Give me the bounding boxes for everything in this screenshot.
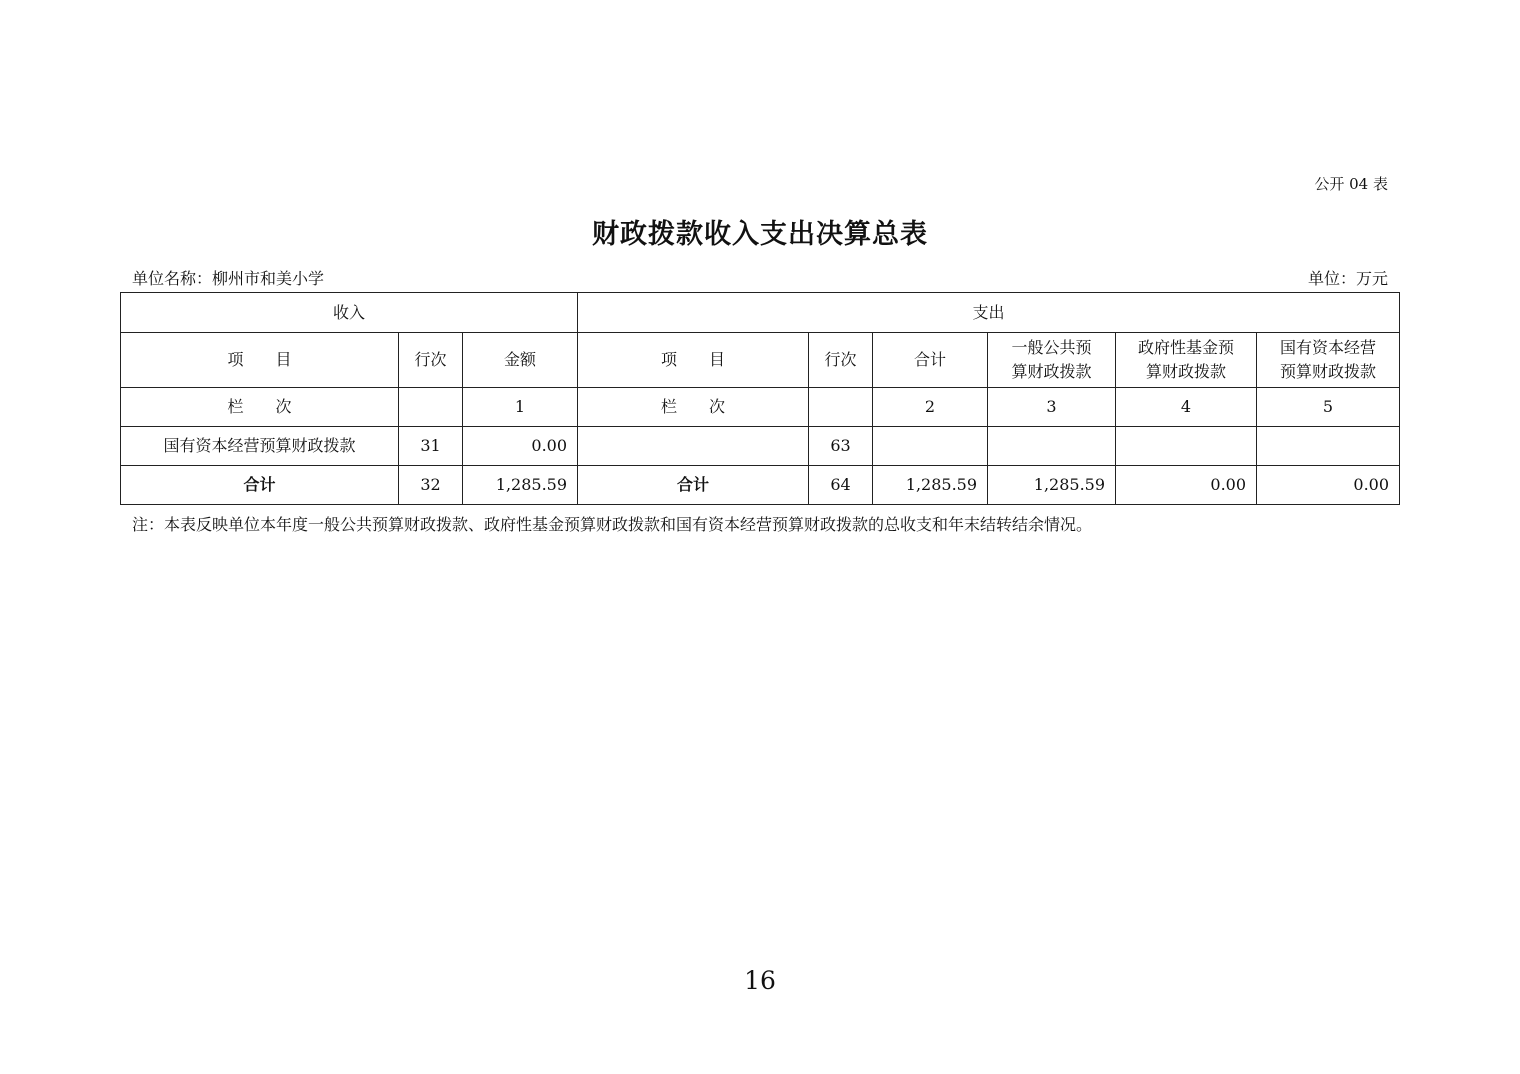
expense-item-header: 项 目 bbox=[578, 333, 809, 388]
expense-seq-blank bbox=[809, 388, 873, 427]
table-column-header-row bbox=[121, 333, 1400, 388]
table-note: 注：本表反映单位本年度一般公共预算财政拨款、政府性基金预算财政拨款和国有资本经营预算财政拨款的总收支和年末结转结余情况。 bbox=[132, 515, 1093, 534]
income-header: 收入 bbox=[121, 293, 578, 333]
expense-seq-label: 栏 次 bbox=[578, 388, 809, 427]
expense-seq-5: 5 bbox=[1257, 388, 1400, 427]
gov-fund-cell bbox=[1116, 427, 1257, 466]
expense-seq-4: 4 bbox=[1116, 388, 1257, 427]
expense-row-no-header: 行次 bbox=[809, 333, 873, 388]
general-budget-cell bbox=[988, 427, 1116, 466]
state-capital-header-line2: 预算财政拨款 bbox=[1280, 362, 1377, 381]
state-capital-total: 0.00 bbox=[1257, 466, 1400, 505]
income-seq-blank bbox=[399, 388, 463, 427]
expense-total-amount: 1,285.59 bbox=[873, 466, 988, 505]
income-seq-label: 栏 次 bbox=[121, 388, 399, 427]
currency-unit: 单位：万元 bbox=[1307, 269, 1388, 288]
gov-fund-header-line1: 政府性基金预 bbox=[1138, 338, 1235, 357]
unit-name: 单位名称：柳州市和美小学 bbox=[132, 269, 325, 288]
expense-item bbox=[578, 427, 809, 466]
general-budget-header bbox=[988, 333, 1116, 388]
state-capital-cell bbox=[1257, 427, 1400, 466]
gov-fund-total: 0.00 bbox=[1116, 466, 1257, 505]
total-row bbox=[121, 466, 1400, 505]
income-item: 国有资本经营预算财政拨款 bbox=[121, 427, 399, 466]
income-item-header: 项 目 bbox=[121, 333, 399, 388]
expense-total-header: 合计 bbox=[873, 333, 988, 388]
state-capital-header-line1: 国有资本经营 bbox=[1280, 338, 1377, 357]
page-number: 16 bbox=[744, 966, 776, 995]
expense-seq-2: 2 bbox=[873, 388, 988, 427]
income-seq-1: 1 bbox=[463, 388, 578, 427]
income-total-label: 合计 bbox=[121, 466, 399, 505]
general-budget-header-line2: 算财政拨款 bbox=[1011, 362, 1092, 381]
income-row-no-header: 行次 bbox=[399, 333, 463, 388]
expense-total-row-no: 64 bbox=[809, 466, 873, 505]
expense-row-no: 63 bbox=[809, 427, 873, 466]
income-amount-header: 金额 bbox=[463, 333, 578, 388]
table-section-header-row bbox=[121, 293, 1400, 333]
column-index-row bbox=[121, 388, 1400, 427]
income-total-row-no: 32 bbox=[399, 466, 463, 505]
state-capital-header bbox=[1257, 333, 1400, 388]
table-row bbox=[121, 427, 1400, 466]
income-total-amount: 1,285.59 bbox=[463, 466, 578, 505]
income-row-no: 31 bbox=[399, 427, 463, 466]
fiscal-summary-table bbox=[120, 292, 1400, 505]
income-amount: 0.00 bbox=[463, 427, 578, 466]
expense-total-cell bbox=[873, 427, 988, 466]
gov-fund-header bbox=[1116, 333, 1257, 388]
form-number: 公开 04 表 bbox=[1314, 175, 1388, 193]
general-budget-total: 1,285.59 bbox=[988, 466, 1116, 505]
gov-fund-header-line2: 算财政拨款 bbox=[1146, 362, 1227, 381]
expense-header: 支出 bbox=[578, 293, 1400, 333]
page-title: 财政拨款收入支出决算总表 bbox=[592, 219, 928, 250]
expense-seq-3: 3 bbox=[988, 388, 1116, 427]
general-budget-header-line1: 一般公共预 bbox=[1011, 338, 1092, 357]
expense-total-label: 合计 bbox=[578, 466, 809, 505]
